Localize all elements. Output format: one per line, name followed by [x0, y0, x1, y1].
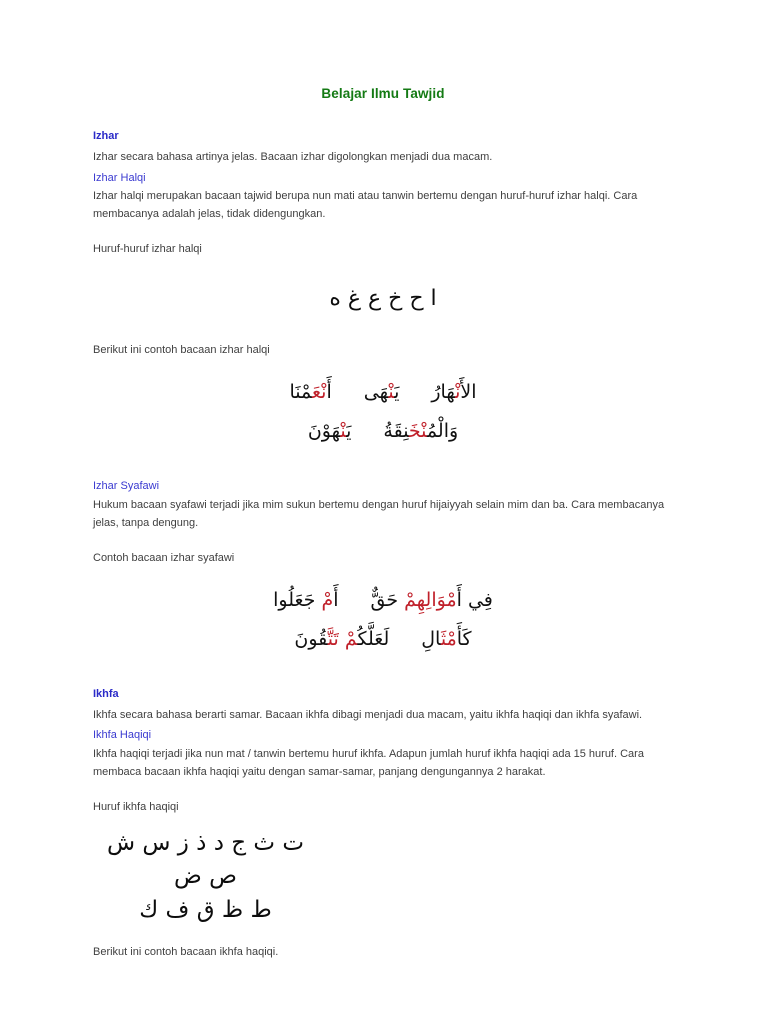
- arabic-segment: مْنَا: [289, 381, 312, 404]
- arabic-phrase: [421, 620, 471, 659]
- arabic-segment: جَعَلُوا: [273, 588, 322, 611]
- izhar-halqi-examples-label: Berikut ini contoh bacaan izhar halqi: [93, 344, 270, 357]
- arabic-segment: هَى: [363, 381, 389, 404]
- arabic-highlight-segment: مْ تَتَّ: [327, 627, 358, 650]
- izhar-halqi-letters-label: Huruf-huruf izhar halqi: [93, 243, 202, 256]
- ikhfa-haqiqi-examples-label: Berikut ini contoh bacaan ikhfa haqiqi.: [93, 946, 279, 959]
- example-row: [93, 620, 673, 659]
- arabic-segment: الأَ: [460, 381, 477, 404]
- arabic-highlight-segment: نْعَ: [311, 381, 327, 404]
- arabic-segment: وَالْمُ: [426, 420, 459, 443]
- izhar-intro-text: Izhar secara bahasa artinya jelas. Bacaan izhar digolongkan menjadi dua macam.: [93, 150, 493, 163]
- arabic-phrase: [273, 581, 338, 620]
- example-row: [93, 412, 673, 451]
- document-content: [93, 86, 673, 966]
- arabic-phrase: [364, 373, 400, 412]
- arabic-phrase: [371, 581, 493, 620]
- ikhfa-haqiqi-description: Ikhfa haqiqi terjadi jika nun mat / tanwin bertemu huruf ikhfa. Adapun jumlah huruf ikhfa haqiqi ada 15 huruf. Cara membaca bacaan ikhfa haqiqi yaitu dengan samar-samar, panjang dengungannya 2 harakat.: [93, 748, 644, 779]
- ikhfa-haqiqi-letters: [93, 827, 318, 927]
- arabic-segment: أَ: [326, 381, 332, 404]
- arabic-segment: الِ: [421, 627, 441, 650]
- arabic-segment: لَعَلَّكُ: [357, 627, 390, 650]
- sub-heading-izhar-syafawi: Izhar Syafawi: [93, 480, 160, 493]
- arabic-segment: يَ: [346, 420, 352, 443]
- izhar-halqi-description: Izhar halqi merupakan bacaan tajwid berupa nun mati atau tanwin bertemu dengan huruf-huruf izhar halqi. Cara membacanya adalah jelas, tidak didengungkan.: [93, 190, 638, 221]
- arabic-highlight-segment: مْثَ: [440, 627, 457, 650]
- arabic-segment: يَ: [394, 381, 400, 404]
- ikhfa-haqiqi-letters-row-2: ط ظ ق ف ك: [139, 896, 272, 923]
- arabic-segment: كَأَ: [456, 627, 472, 650]
- example-row: [93, 581, 673, 620]
- izhar-syafawi-examples: [93, 581, 673, 659]
- arabic-phrase: [289, 373, 331, 412]
- arabic-segment: أَ: [333, 588, 339, 611]
- arabic-highlight-segment: نْ: [388, 381, 395, 404]
- izhar-halqi-examples: [93, 373, 673, 451]
- arabic-segment: فِي أَ: [456, 588, 493, 611]
- section-heading-izhar: Izhar: [93, 129, 119, 142]
- izhar-halqi-letters: ا ح خ ع غ ه: [329, 286, 437, 312]
- section-heading-ikhfa: Ikhfa: [93, 687, 119, 700]
- arabic-segment: قُونَ: [294, 627, 328, 650]
- izhar-syafawi-examples-label: Contoh bacaan izhar syafawi: [93, 551, 235, 564]
- ikhfa-intro-text: Ikhfa secara bahasa berarti samar. Bacaan ikhfa dibagi menjadi dua macam, yaitu ikhfa haqiqi dan ikhfa syafawi.: [93, 708, 643, 721]
- arabic-highlight-segment: نْ: [340, 420, 347, 443]
- izhar-syafawi-description: Hukum bacaan syafawi terjadi jika mim sukun bertemu dengan huruf hijaiyyah selain mim dan ba. Cara membacanya jelas, tanpa dengung.: [93, 499, 665, 529]
- example-row: [93, 373, 673, 412]
- arabic-highlight-segment: نْ: [455, 381, 461, 404]
- sub-heading-izhar-halqi: Izhar Halqi: [93, 171, 146, 184]
- ikhfa-haqiqi-letters-label: Huruf ikhfa haqiqi: [93, 801, 179, 814]
- arabic-phrase: [308, 412, 352, 451]
- arabic-highlight-segment: مْوَالِهِمْ: [404, 588, 457, 611]
- arabic-highlight-segment: مْ: [321, 588, 334, 611]
- arabic-phrase: [431, 373, 476, 412]
- arabic-segment: هَوْنَ: [307, 420, 341, 443]
- arabic-phrase: [294, 620, 389, 659]
- arabic-highlight-segment: نْخَ: [408, 420, 427, 443]
- arabic-segment: نِقَةُ: [383, 420, 409, 443]
- arabic-phrase: [383, 412, 458, 451]
- sub-heading-ikhfa-haqiqi: Ikhfa Haqiqi: [93, 729, 152, 742]
- page-title: Belajar Ilmu Tawjid: [321, 86, 445, 101]
- arabic-segment: حَقٌّ: [370, 588, 405, 611]
- arabic-segment: هَارُ: [431, 381, 456, 404]
- ikhfa-haqiqi-letters-row-1: ت ث ج د ذ ز س ش ص ض: [106, 830, 305, 890]
